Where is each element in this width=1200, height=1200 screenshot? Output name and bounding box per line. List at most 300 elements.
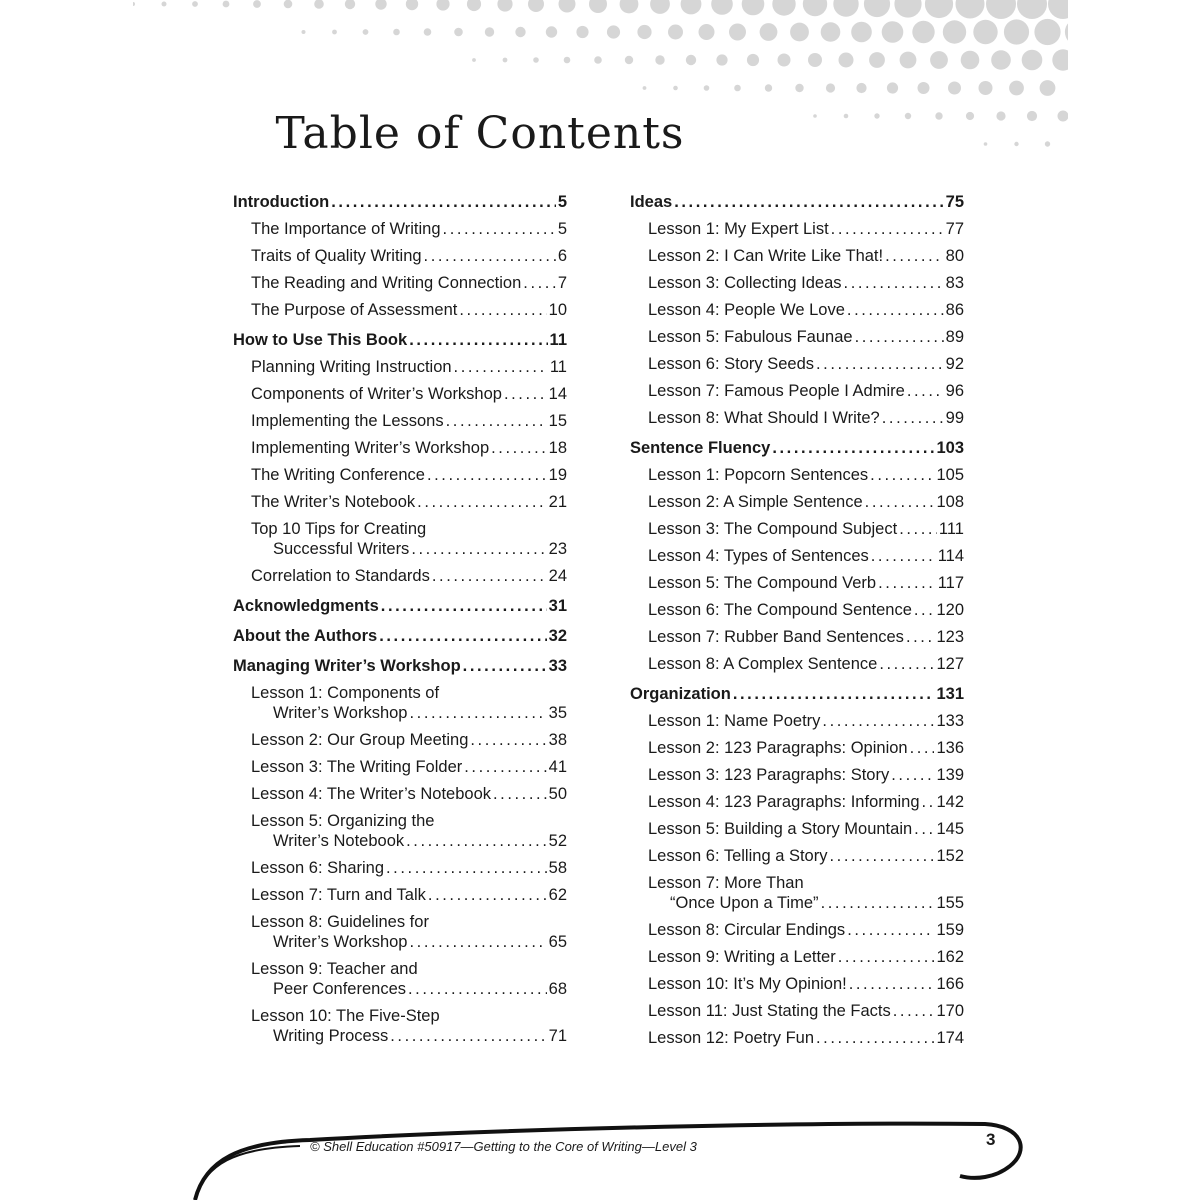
toc-entry — [630, 1028, 964, 1048]
halftone-dot — [833, 0, 858, 17]
dot-leader — [470, 730, 546, 750]
entry-title-continued: Writer’s Workshop — [273, 704, 408, 722]
halftone-dot — [363, 29, 369, 35]
halftone-dot — [869, 52, 885, 68]
halftone-dot — [856, 83, 866, 93]
toc-entry — [630, 327, 964, 347]
page-ref: 96 — [945, 382, 964, 400]
halftone-dot — [1009, 81, 1024, 96]
entry-title: Lesson 2: 123 Paragraphs: Opinion — [648, 739, 908, 757]
halftone-dot — [851, 22, 872, 43]
halftone-dot — [778, 54, 791, 67]
entry-title-continued: Peer Conferences — [273, 980, 406, 998]
entry-title: Lesson 4: 123 Paragraphs: Informing — [648, 793, 920, 811]
page-ref: 162 — [936, 948, 964, 966]
halftone-dot — [966, 112, 974, 120]
entry-title: Lesson 10: It’s My Opinion! — [648, 975, 847, 993]
entry-title: Lesson 10: The Five-Step — [251, 1007, 440, 1025]
page-ref: 32 — [548, 627, 567, 645]
halftone-dot — [979, 81, 993, 95]
page-ref: 83 — [945, 274, 964, 292]
page-ref: 75 — [945, 193, 964, 211]
dot-leader — [865, 492, 935, 512]
page-ref: 92 — [945, 355, 964, 373]
toc-entry — [630, 792, 964, 812]
entry-title: Lesson 1: Components of — [251, 684, 440, 702]
halftone-dot — [795, 84, 803, 92]
section-title: Managing Writer’s Workshop — [233, 657, 461, 675]
halftone-dot — [620, 0, 639, 13]
entry-title: Lesson 4: The Writer’s Notebook — [251, 785, 491, 803]
entry-title-continued: Writing Process — [273, 1027, 389, 1045]
section-title: How to Use This Book — [233, 331, 408, 349]
page-ref: 142 — [936, 793, 964, 811]
toc-entry — [630, 519, 964, 539]
toc-entry — [630, 492, 964, 512]
halftone-dot — [1034, 19, 1060, 45]
halftone-dot — [1045, 141, 1050, 146]
page-ref: 117 — [937, 574, 964, 592]
page-ref: 80 — [945, 247, 964, 265]
dot-leader — [406, 831, 547, 851]
entry-title: Lesson 5: The Compound Verb — [648, 574, 877, 592]
toc-entry — [233, 384, 567, 404]
toc-left-column — [233, 192, 567, 1046]
page-ref: 136 — [936, 739, 964, 757]
halftone-dot — [948, 82, 961, 95]
page-ref: 5 — [557, 193, 567, 211]
halftone-dot — [925, 0, 953, 18]
toc-entry — [630, 381, 964, 401]
toc-entry — [233, 959, 567, 999]
toc-section — [630, 684, 964, 704]
halftone-dot — [699, 24, 715, 40]
entry-title: Lesson 8: Circular Endings — [648, 921, 846, 939]
page-ref: 68 — [548, 980, 567, 998]
dot-leader — [914, 819, 934, 839]
page-ref: 21 — [548, 493, 567, 511]
section-title: Introduction — [233, 193, 330, 211]
halftone-dot — [625, 56, 633, 64]
toc-entry — [233, 566, 567, 586]
halftone-dot — [882, 21, 904, 43]
dot-leader — [427, 465, 547, 485]
dot-leader — [891, 765, 934, 785]
dot-leader — [411, 539, 546, 559]
page-ref: 145 — [936, 820, 964, 838]
dot-leader — [829, 846, 934, 866]
toc-entry — [233, 438, 567, 458]
toc-section — [233, 330, 567, 350]
halftone-dot — [1065, 18, 1068, 45]
section-title: About the Authors — [233, 627, 378, 645]
dot-leader — [733, 684, 935, 704]
page-ref: 11 — [549, 331, 567, 349]
toc-entry — [233, 219, 567, 239]
dot-leader — [443, 219, 556, 239]
halftone-dot — [375, 0, 386, 10]
dot-leader — [386, 858, 547, 878]
toc-entry — [630, 273, 964, 293]
page-ref: 105 — [936, 466, 964, 484]
halftone-dot — [302, 30, 306, 34]
halftone-dot — [961, 51, 980, 70]
halftone-dot — [790, 23, 809, 42]
page-title: Table of Contents — [275, 108, 685, 159]
toc-entry — [233, 519, 567, 559]
page-ref: 71 — [548, 1027, 567, 1045]
toc-section — [233, 626, 567, 646]
toc-entry — [233, 492, 567, 512]
toc-entry — [630, 354, 964, 374]
toc-entry — [630, 627, 964, 647]
halftone-dot — [864, 0, 890, 17]
toc-entry — [630, 654, 964, 674]
dot-leader — [816, 1028, 934, 1048]
page-ref: 24 — [548, 567, 567, 585]
halftone-dot — [564, 57, 571, 64]
halftone-dot — [332, 30, 337, 35]
dot-leader — [464, 757, 546, 777]
section-title: Organization — [630, 685, 731, 703]
toc-section — [233, 596, 567, 616]
page-ref: 170 — [936, 1002, 964, 1020]
halftone-dot — [314, 0, 324, 9]
halftone-dot — [472, 58, 476, 62]
halftone-dot — [747, 54, 759, 66]
halftone-dot — [284, 0, 293, 8]
entry-title: Lesson 2: A Simple Sentence — [648, 493, 863, 511]
halftone-dot — [594, 56, 602, 64]
halftone-dot — [711, 0, 733, 15]
page-ref: 114 — [937, 547, 964, 565]
halftone-dot — [1052, 49, 1068, 70]
entry-title: Top 10 Tips for Creating — [251, 520, 427, 538]
page-ref: 103 — [936, 439, 964, 457]
page-ref: 7 — [557, 274, 567, 292]
toc-entry — [233, 465, 567, 485]
dot-leader — [454, 357, 548, 377]
entry-title: The Reading and Writing Connection — [251, 274, 522, 292]
entry-title: Implementing Writer’s Workshop — [251, 439, 490, 457]
halftone-dot — [943, 20, 966, 43]
toc-section — [630, 192, 964, 212]
halftone-dot — [436, 0, 449, 11]
halftone-dot — [223, 1, 230, 8]
entry-title: Lesson 7: Famous People I Admire — [648, 382, 905, 400]
halftone-dot — [253, 0, 261, 8]
entry-title: Implementing the Lessons — [251, 412, 444, 430]
halftone-dot — [765, 84, 772, 91]
toc-entry — [630, 819, 964, 839]
halftone-dot — [1022, 50, 1043, 71]
halftone-dot — [991, 50, 1011, 70]
page-ref: 77 — [945, 220, 964, 238]
toc-entry — [630, 546, 964, 566]
dot-leader — [417, 492, 546, 512]
toc-entry — [233, 784, 567, 804]
page-ref: 52 — [548, 832, 567, 850]
halftone-dot — [643, 86, 647, 90]
page-ref: 152 — [936, 847, 964, 865]
dot-leader — [882, 408, 944, 428]
entry-title: Lesson 4: People We Love — [648, 301, 845, 319]
entry-title: Lesson 11: Just Stating the Facts — [648, 1002, 891, 1020]
halftone-dot — [808, 53, 822, 67]
toc-entry — [630, 711, 964, 731]
section-title: Sentence Fluency — [630, 439, 771, 457]
toc-entry — [630, 465, 964, 485]
halftone-dot — [887, 82, 898, 93]
dot-leader — [855, 327, 944, 347]
entry-title: The Purpose of Assessment — [251, 301, 458, 319]
halftone-dot — [996, 111, 1005, 120]
entry-title: Lesson 8: What Should I Write? — [648, 409, 880, 427]
halftone-dot — [515, 27, 525, 37]
halftone-dot — [894, 0, 921, 18]
entry-title-continued: Writer’s Notebook — [273, 832, 405, 850]
entry-title-continued: Writer’s Workshop — [273, 933, 408, 951]
dot-leader — [910, 738, 935, 758]
halftone-dot — [655, 55, 664, 64]
page-ref: 5 — [557, 220, 567, 238]
dot-leader — [899, 519, 937, 539]
entry-title: Lesson 3: The Compound Subject — [648, 520, 898, 538]
toc-entry — [630, 246, 964, 266]
page-number: 3 — [986, 1130, 996, 1149]
entry-title: The Writer’s Notebook — [251, 493, 416, 511]
halftone-dot — [681, 0, 702, 14]
page-ref: 11 — [549, 358, 567, 376]
page-ref: 15 — [548, 412, 567, 430]
halftone-dot — [704, 85, 710, 91]
halftone-dot — [1048, 0, 1068, 19]
dot-leader — [379, 626, 546, 646]
dot-leader — [885, 246, 944, 266]
entry-title: Lesson 1: My Expert List — [648, 220, 829, 238]
dot-leader — [844, 273, 944, 293]
entry-title: Lesson 6: Story Seeds — [648, 355, 815, 373]
halftone-dot — [760, 23, 778, 41]
halftone-dot — [1014, 142, 1018, 146]
dot-leader — [390, 1026, 546, 1046]
entry-title-continued: Successful Writers — [273, 540, 410, 558]
entry-title: Lesson 12: Poetry Fun — [648, 1029, 815, 1047]
entry-title: Lesson 6: Telling a Story — [648, 847, 828, 865]
page-ref: 133 — [936, 712, 964, 730]
section-title: Acknowledgments — [233, 597, 379, 615]
entry-title: Lesson 1: Popcorn Sentences — [648, 466, 869, 484]
halftone-dot — [576, 26, 588, 38]
page-ref: 108 — [936, 493, 964, 511]
dot-leader — [504, 384, 547, 404]
halftone-dot — [930, 51, 948, 69]
halftone-dot — [716, 54, 727, 65]
halftone-dot — [637, 25, 651, 39]
toc-entry — [233, 246, 567, 266]
entry-title: The Writing Conference — [251, 466, 425, 484]
entry-title: Lesson 3: The Writing Folder — [251, 758, 463, 776]
halftone-dot — [821, 22, 841, 42]
entry-title: Planning Writing Instruction — [251, 358, 452, 376]
toc-entry — [233, 411, 567, 431]
toc-entry — [233, 300, 567, 320]
page-ref: 50 — [548, 785, 567, 803]
dot-leader — [821, 893, 935, 913]
halftone-dot — [918, 82, 930, 94]
entry-title-continued: “Once Upon a Time” — [670, 894, 819, 912]
page-ref: 155 — [936, 894, 964, 912]
halftone-dot — [803, 0, 827, 16]
halftone-dot — [956, 0, 985, 19]
toc-entry — [630, 408, 964, 428]
halftone-dot — [734, 85, 741, 92]
dot-leader — [831, 219, 944, 239]
halftone-dot — [528, 0, 544, 12]
toc-entry — [233, 683, 567, 723]
page-ref: 166 — [936, 975, 964, 993]
toc-entry — [630, 920, 964, 940]
halftone-dot — [559, 0, 576, 13]
footer-copyright: © Shell Education #50917—Getting to the Core of Writing—Level 3 — [310, 1139, 697, 1154]
page-ref: 35 — [548, 704, 567, 722]
halftone-dot — [546, 26, 557, 37]
entry-title: Lesson 7: Turn and Talk — [251, 886, 426, 904]
page-ref: 174 — [936, 1029, 964, 1047]
dot-leader — [871, 546, 936, 566]
halftone-dot — [986, 0, 1016, 19]
page-ref: 31 — [548, 597, 567, 615]
dot-leader — [381, 596, 547, 616]
halftone-dots-decoration — [133, 0, 1068, 210]
halftone-dot — [133, 2, 135, 6]
page-ref: 58 — [548, 859, 567, 877]
dot-leader — [772, 438, 934, 458]
toc-section — [630, 438, 964, 458]
entry-title: Correlation to Standards — [251, 567, 430, 585]
dot-leader — [906, 627, 935, 647]
page-ref: 33 — [548, 657, 567, 675]
halftone-dot — [839, 53, 854, 68]
dot-leader — [914, 600, 935, 620]
toc-entry — [630, 873, 964, 913]
halftone-dot — [668, 25, 683, 40]
dot-leader — [493, 784, 547, 804]
halftone-dot — [772, 0, 795, 16]
entry-title: Traits of Quality Writing — [251, 247, 422, 265]
halftone-dot — [1040, 80, 1056, 96]
toc-entry — [233, 811, 567, 851]
entry-title: Lesson 1: Name Poetry — [648, 712, 821, 730]
toc-entry — [630, 300, 964, 320]
page-ref: 131 — [936, 685, 964, 703]
dot-leader — [408, 979, 547, 999]
entry-title: Lesson 2: Our Group Meeting — [251, 731, 469, 749]
dot-leader — [847, 920, 934, 940]
toc-entry — [630, 947, 964, 967]
page-ref: 99 — [945, 409, 964, 427]
dot-leader — [922, 792, 935, 812]
halftone-dot — [973, 20, 997, 44]
toc-entry — [630, 765, 964, 785]
halftone-dot — [912, 21, 934, 43]
toc-right-column — [630, 192, 964, 1048]
halftone-dot — [1027, 111, 1037, 121]
entry-title: Lesson 6: Sharing — [251, 859, 385, 877]
halftone-dot — [192, 1, 198, 7]
dot-leader — [409, 330, 547, 350]
halftone-dot — [533, 57, 539, 63]
entry-title: Lesson 6: The Compound Sentence — [648, 601, 912, 619]
entry-title: The Importance of Writing — [251, 220, 441, 238]
dot-leader — [893, 1001, 935, 1021]
halftone-dot — [162, 2, 167, 7]
page-ref: 10 — [548, 301, 567, 319]
halftone-dot — [1058, 111, 1069, 122]
entry-title: Lesson 8: A Complex Sentence — [648, 655, 878, 673]
dot-leader — [816, 354, 944, 374]
entry-title: Lesson 4: Types of Sentences — [648, 547, 869, 565]
halftone-dot — [424, 28, 432, 36]
toc-entry — [630, 219, 964, 239]
dot-leader — [847, 300, 944, 320]
halftone-dot — [406, 0, 418, 10]
page-ref: 139 — [936, 766, 964, 784]
dot-leader — [428, 885, 547, 905]
halftone-dot — [742, 0, 765, 15]
dot-leader — [432, 566, 547, 586]
entry-title: Lesson 8: Guidelines for — [251, 913, 429, 931]
halftone-dot — [729, 24, 746, 41]
entry-title: Components of Writer’s Workshop — [251, 385, 502, 403]
entry-title: Lesson 3: Collecting Ideas — [648, 274, 842, 292]
dot-leader — [446, 411, 547, 431]
dot-leader — [870, 465, 934, 485]
page-ref: 23 — [548, 540, 567, 558]
toc-section — [233, 656, 567, 676]
dot-leader — [331, 192, 556, 212]
dot-leader — [849, 974, 935, 994]
halftone-dot — [454, 28, 463, 37]
page-ref: 127 — [936, 655, 964, 673]
page-ref: 89 — [945, 328, 964, 346]
toc-entry — [630, 1001, 964, 1021]
toc-entry — [630, 738, 964, 758]
halftone-dot — [467, 0, 481, 11]
toc-entry — [233, 273, 567, 293]
halftone-dot — [1004, 19, 1029, 44]
toc-entry — [233, 912, 567, 952]
entry-title: Lesson 2: I Can Write Like That! — [648, 247, 884, 265]
dot-leader — [878, 573, 936, 593]
dot-leader — [907, 381, 944, 401]
dot-leader — [463, 656, 547, 676]
dot-leader — [838, 947, 935, 967]
toc-entry — [233, 858, 567, 878]
page-ref: 18 — [548, 439, 567, 457]
toc-entry — [233, 757, 567, 777]
toc-entry — [630, 573, 964, 593]
toc-entry — [630, 846, 964, 866]
page-ref: 86 — [945, 301, 964, 319]
entry-title: Lesson 9: Writing a Letter — [648, 948, 836, 966]
entry-title: Lesson 7: Rubber Band Sentences — [648, 628, 904, 646]
dot-leader — [409, 932, 546, 952]
halftone-dot — [650, 0, 670, 14]
entry-title: Lesson 3: 123 Paragraphs: Story — [648, 766, 890, 784]
halftone-dot — [393, 29, 400, 36]
dot-leader — [822, 711, 934, 731]
